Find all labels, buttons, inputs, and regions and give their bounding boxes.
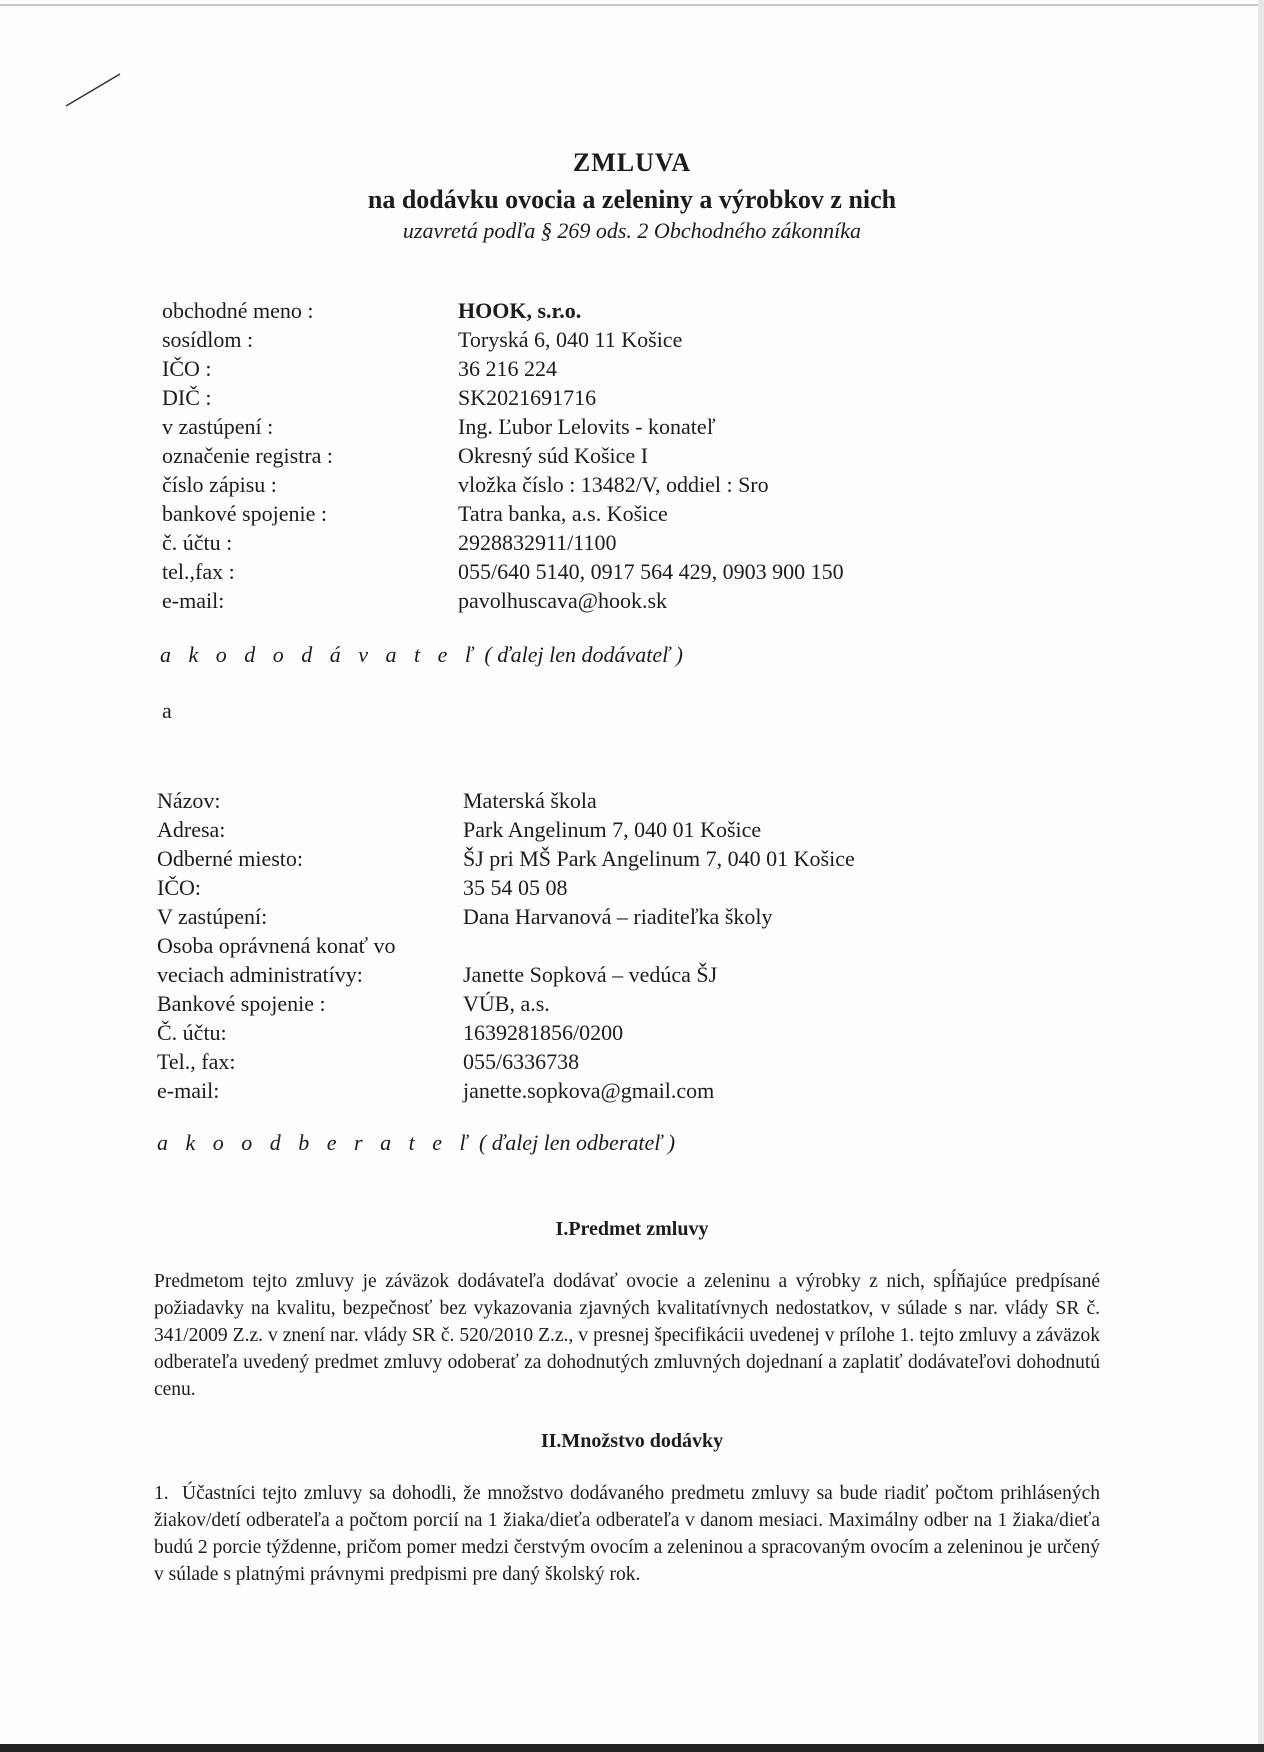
field-value: Park Angelinum 7, 040 01 Košice [463, 817, 762, 842]
field-value: 055/6336738 [463, 1049, 580, 1074]
field-value [396, 931, 1018, 960]
field-label: Osoba oprávnená konať vo [157, 933, 396, 958]
field-label: V zastúpení: [157, 904, 268, 929]
field-label: DIČ : [162, 385, 212, 410]
field-value: Tatra banka, a.s. Košice [458, 501, 668, 526]
field-label: IČO : [162, 356, 212, 381]
customer-row-name [157, 786, 1017, 815]
parties-connector: a [162, 698, 172, 723]
field-value: Ing. Ľubor Lelovits - konateľ [458, 414, 716, 439]
list-item-body: Účastníci tejto zmluvy sa dohodli, že množstvo dodávaného predmetu zmluvy sa bude riadiť počtom prihlásených žiakov/detí odberateľa a počtom porcií na 1 žiaka/dieťa odberateľa v danom mesiaci. Maximálny odber na 1 žiaka/dieťa budú 2 porcie týždenne, pričom pomer medzi čerstvým ovocím a zeleninou a spracovaným ovocím a zeleninou je určený v súlade s platnými právnymi predpismi pre daný školský rok. [154, 1483, 1100, 1585]
field-label: veciach administratívy: [157, 962, 363, 987]
field-label: Adresa: [157, 817, 226, 842]
supplier-row-email [162, 586, 982, 615]
field-label: tel.,fax : [162, 559, 235, 584]
field-label: sosídlom : [162, 327, 254, 352]
document-subtitle: na dodávku ovocia a zeleniny a výrobkov z nich [367, 185, 897, 214]
customer-row-authorized-2 [157, 960, 1017, 989]
field-value: vložka číslo : 13482/V, oddiel : Sro [458, 472, 769, 497]
supplier-row-account [162, 528, 982, 557]
field-value: 055/640 5140, 0917 564 429, 0903 900 150 [458, 559, 844, 584]
field-label: obchodné meno : [162, 298, 314, 323]
customer-role-line [157, 1130, 675, 1156]
scan-bottom-edge [0, 1744, 1264, 1752]
field-value: 1639281856/0200 [463, 1020, 624, 1045]
role-definition: ( ďalej len odberateľ ) [478, 1130, 676, 1155]
field-value: Okresný súd Košice I [458, 443, 649, 468]
field-value: 2928832911/1100 [458, 530, 617, 555]
field-value: VÚB, a.s. [463, 991, 550, 1016]
customer-row-authorized-1 [157, 931, 1017, 960]
supplier-row-registry [162, 441, 982, 470]
field-label: Názov: [157, 788, 221, 813]
customer-row-phone [157, 1047, 1017, 1076]
field-label: Odberné miesto: [157, 846, 304, 871]
field-label: Č. účtu: [157, 1020, 227, 1045]
list-item-text [154, 1480, 1100, 1588]
document-title: ZMLUVA [572, 148, 692, 177]
field-label: IČO: [157, 875, 201, 900]
supplier-row-seat [162, 325, 982, 354]
field-value: pavolhuscava@hook.sk [458, 588, 668, 613]
list-item-number: 1. [154, 1483, 169, 1504]
field-label: e-mail: [157, 1078, 220, 1103]
role-spaced-text: a k o d o d á v a t e ľ [160, 642, 479, 667]
field-label: č. účtu : [162, 530, 233, 555]
supplier-row-dic [162, 383, 982, 412]
supplier-row-ico [162, 354, 982, 383]
supplier-role-line [160, 642, 683, 668]
field-value: Dana Harvanová – riaditeľka školy [463, 904, 773, 929]
section-heading-subject: I.Predmet zmluvy [555, 1218, 709, 1240]
field-value: ŠJ pri MŠ Park Angelinum 7, 040 01 Košice [463, 846, 855, 871]
legal-basis: uzavretá podľa § 269 ods. 2 Obchodného zákonníka [402, 218, 862, 243]
field-value: SK2021691716 [458, 385, 597, 410]
supplier-row-phone [162, 557, 982, 586]
field-value: 35 54 05 08 [463, 875, 568, 900]
customer-row-email [157, 1076, 1017, 1105]
customer-row-address [157, 815, 1017, 844]
scan-right-edge [1258, 0, 1264, 1752]
pen-stroke-mark [64, 70, 124, 110]
customer-row-delivery-point [157, 844, 1017, 873]
field-label: v zastúpení : [162, 414, 274, 439]
scan-top-edge [0, 4, 1264, 6]
field-value: 36 216 224 [458, 356, 557, 381]
field-label: Tel., fax: [157, 1049, 236, 1074]
supplier-row-representative [162, 412, 982, 441]
section-subject-paragraph: Predmetom tejto zmluvy je záväzok dodávateľa dodávať ovocie a zeleninu a výrobky z nich, spĺňajúce predpísané požiadavky na kvalitu, bezpečnosť bez vykazovania zjavných kvalitatívnych nedostatkov, v súlade s nar. vlády SR č. 341/2009 Z.z. v znení nar. vlády SR č. 520/2010 Z.z., v presnej špecifikácii uvedenej v prílohe 1. tejto zmluvy a záväzok odberateľa uvedený predmet zmluvy odoberať za dohodnutých zmluvných dojednaní a zaplatiť dodávateľovi dohodnutú cenu. [154, 1271, 1100, 1400]
customer-row-bank [157, 989, 1017, 1018]
list-item [154, 1480, 1100, 1588]
field-value: Toryská 6, 040 11 Košice [458, 327, 683, 352]
customer-row-representative [157, 902, 1017, 931]
field-value: HOOK, s.r.o. [458, 298, 582, 323]
field-label: číslo zápisu : [162, 472, 277, 497]
role-definition: ( ďalej len dodávateľ ) [484, 642, 683, 667]
field-value: Materská škola [463, 788, 597, 813]
customer-row-account [157, 1018, 1017, 1047]
section-heading-quantity: II.Množstvo dodávky [540, 1430, 724, 1452]
supplier-details [162, 296, 982, 615]
supplier-row-bank [162, 499, 982, 528]
field-label: bankové spojenie : [162, 501, 327, 526]
field-label: označenie registra : [162, 443, 334, 468]
customer-row-ico [157, 873, 1017, 902]
role-spaced-text: a k o o d b e r a t e ľ [157, 1130, 474, 1155]
field-value: janette.sopkova@gmail.com [463, 1078, 715, 1103]
supplier-row-entry [162, 470, 982, 499]
supplier-row-name [162, 296, 982, 325]
field-label: Bankové spojenie : [157, 991, 326, 1016]
field-label: e-mail: [162, 588, 225, 613]
customer-details [157, 786, 1017, 1105]
field-value: Janette Sopková – vedúca ŠJ [463, 962, 718, 987]
